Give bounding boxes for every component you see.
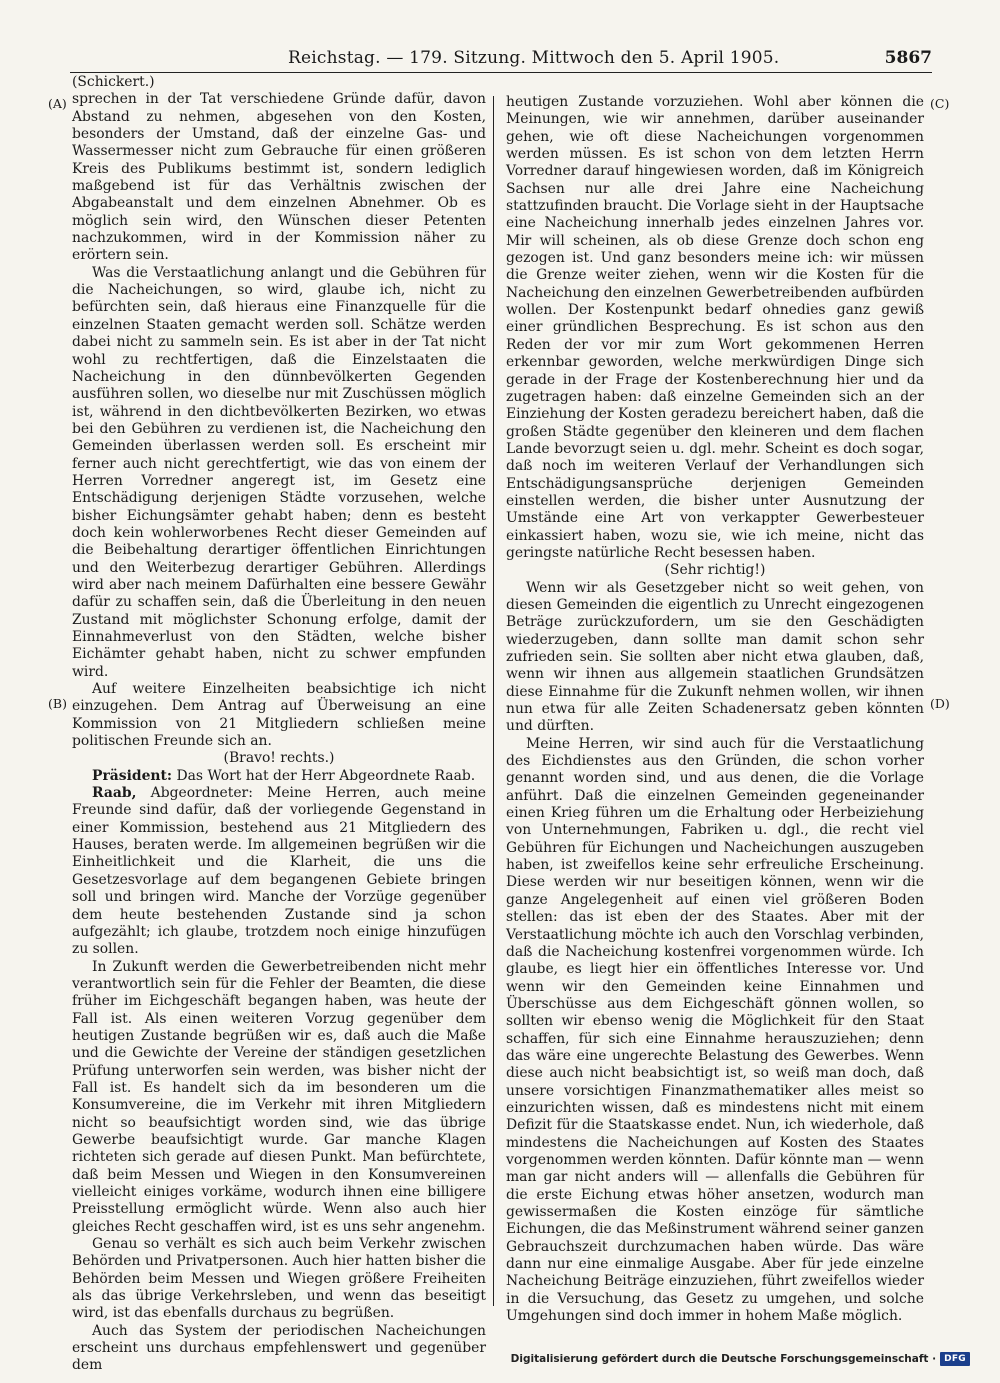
interjection: (Bravo! rechts.): [223, 750, 335, 767]
paragraph: Meine Herren, wir sind auch für die Verstaatlichung des Eichdienstes aus den Gründen, die schon vorher genannt worden sind, und aus denen, die die Vorlage anführt. Daß die einzelnen Gemeinden gegeneinander einen Krieg führen um die Erhaltung oder Herbeiziehung von Unternehmungen, Fabriken u. dgl., die recht viel Gebühren für Eichungen und Nacheichungen auszugeben haben, ist zweifellos keine sehr erfreuliche Erscheinung. Diese werden wir nur beseitigen können, wenn wir die ganze Angelegenheit auf einen viel größeren Boden stellen: das ist eben der des Staates. Aber mit der Verstaatlichung möchte ich auch den Vorschlag verbinden, daß die Nacheichung kostenfrei vorgenommen würde. Ich glaube, es liegt hier ein öffentliches Interesse vor. Und wenn wir den Gemeinden keine Einnahmen und Überschüsse aus dem Eichgeschäft gönnen wollen, so sollten wir ebenso wenig die Möglichkeit für den Staat schaffen, für sich eine Einnahme herauszuziehen; denn das wäre eine ungerechte Belastung des Gewerbes. Wenn diese auch nicht beabsichtigt ist, so weiß man doch, daß unsere vorsichtigen Finanzmathematiker alles meist so einzurichten wissen, daß es mindestens nicht mit einem Defizit für die Staatskasse endet. Nun, ich wiederhole, daß mindestens die Nacheichungen auf Kosten des Staates vorgenommen werden könnten. Dafür könnte man — wenn man gar nicht anders will — allenfalls die Gebühren für die erste Eichung etwas höher ansetzen, wodurch man gewissermaßen die Kosten einzöge für sämtliche Eichungen, die das Meßinstrument während seiner ganzen Gebrauchszeit durchzumachen haben würde. Das wäre dann nur eine einmalige Ausgabe. Aber für jede einzelne Nacheichung Beiträge einzuziehen, führt zweifellos wieder in die Versuchung, das Gesetz zu umgehen, und solche Umgehungen sind doch immer in hohem Maße möglich.: [506, 735, 924, 1325]
left-column: [72, 74, 486, 1375]
margin-marker-d: (D): [930, 696, 950, 711]
page-header: [70, 44, 932, 74]
page-title: Reichstag. — 179. Sitzung. Mittwoch den 5. April 1905.: [288, 48, 780, 68]
digitization-credit: [511, 1349, 970, 1369]
margin-marker-a: (A): [48, 96, 67, 111]
paragraph: Wenn wir als Gesetzgeber nicht so weit gehen, von diesen Gemeinden die eigentlich zu Unrecht eingezogenen Beträge zurückzufordern, um sie den Geschädigten wiederzugeben, dann sollte man damit schon sehr zufrieden sein. Sie sollten aber nicht etwa glauben, daß, wenn wir ihnen aus allgemein staatlichen Grundsätzen diese Einnahme für die Zukunft nehmen wollen, wir ihnen nun etwa für alle Zeiten Schadenersatz geben könnten und dürften.: [506, 579, 924, 735]
president-text: Das Wort hat der Herr Abgeordnete Raab.: [176, 767, 476, 784]
speaker-continuation: (Schickert.): [72, 74, 155, 90]
credit-text: Digitalisierung gefördert durch die Deutsche Forschungsgemeinschaft ·: [510, 1353, 937, 1365]
president-paragraph: [72, 768, 486, 785]
raab-text: Abgeordneter: Meine Herren, auch meine Freunde sind dafür, daß der vorliegende Gegenstand in einer Kommission, bestehend aus 21 Mitgliedern des Hauses, beraten werde. Im allgemeinen begrüßen wir die Einheitlichkeit und die Klarheit, die uns die Gesetzesvorlage auf dem begangenen Gebiete bringen soll und bringen wird. Manche der Vorzüge gegenüber dem heute bestehenden Zustande sind ja schon aufgezählt; ich glaube, trotzdem noch einige hinzufügen zu sollen.: [72, 785, 486, 958]
paragraph: Auf weitere Einzelheiten beabsichtige ich nicht einzugehen. Dem Antrag auf Überweisung an eine Kommission von 21 Mitgliedern schließen meine politischen Freunde sich an.: [72, 681, 486, 750]
paragraph: sprechen in der Tat verschiedene Gründe dafür, davon Abstand zu nehmen, abgesehen von den Kosten, besonders der Umstand, daß der einzelne Gas- und Wassermesser nicht zum Gebrauche für einen größeren Kreis des Publikums bestimmt ist, sondern lediglich maßgebend ist für das Verhältnis zwischen der Abgabeanstalt und dem einzelnen Abnehmer. Ob es möglich sein wird, den Wünschen dieser Petenten nachzukommen, wird in der Kommission näher zu erörtern sein.: [72, 91, 486, 264]
paragraph: Auch das System der periodischen Nacheichungen erscheint uns durchaus empfehlenswert und gegenüber dem: [72, 1322, 486, 1374]
column-divider: [493, 96, 494, 1306]
margin-marker-b: (B): [48, 696, 67, 711]
paragraph: In Zukunft werden die Gewerbetreibenden nicht mehr verantwortlich sein für die Fehler der Beamten, die diese früher im Eichgeschäft begangen haben, was heute der Fall ist. Als einen weiteren Vorzug gegenüber dem heutigen Zustande begrüßen wir es, daß auch die Maße und die Gewichte der Vereine der ständigen gesetzlichen Prüfung unterworfen sein werden, was bisher nicht der Fall ist. Es handelt sich da im besonderen um die Konsumvereine, die im Verkehr mit ihren Mitgliedern nicht so beaufsichtigt worden sind, wie das übrige Gewerbe beaufsichtigt wurde. Gar manche Klagen richteten sich gerade auf diesen Punkt. Man befürchtete, daß beim Messen und Wiegen in den Konsumvereinen vielleicht einiges vorkäme, wodurch ihnen eine billigere Preisstellung ermöglicht würde. Wenn also auch hier gleiches Recht geschaffen wird, ist es uns sehr angenehm.: [72, 958, 486, 1235]
paragraph: Genau so verhält es sich auch beim Verkehr zwischen Behörden und Privatpersonen. Auch hier hatten bisher die Behörden beim Messen und Wiegen größere Freiheiten als das übrige Verkehrsleben, und wenn das beseitigt wird, ist das ebenfalls durchaus zu begrüßen.: [72, 1236, 486, 1322]
speaker-label: Präsident:: [92, 767, 173, 784]
margin-marker-c: (C): [930, 96, 950, 111]
paragraph: Was die Verstaatlichung anlangt und die Gebühren für die Nacheichungen, so wird, glaube ich, nicht zu befürchten sein, daß hieraus eine Finanzquelle für die einzelnen Staaten gemacht werden soll. Schätze werden dabei nicht zu sammeln sein. Es ist aber in der Tat nicht wohl zu rechtfertigen, daß die Einzelstaaten die Nacheichung in den dünnbevölkerten Gegenden ausführen sollen, wo dieselbe nur mit Zuschüssen möglich ist, während in den dichtbevölkerten Bezirken, wo etwas bei den Gebühren zu verdienen ist, die Nacheichung den Gemeinden überlassen werden soll. Es erscheint mir ferner auch nicht gerechtfertigt, wie das von einem der Herren Vorredner angeregt ist, im Gesetz eine Entschädigung derjenigen Städte vorzusehen, welche bisher Eichungsämter gehabt haben; denn es besteht doch kein wohlerworbenes Recht dieser Gemeinden auf die Beibehaltung derartiger öffentlichen Einrichtungen und den Weiterbezug derartiger Gebühren. Allerdings wird aber nach meinem Dafürhalten eine bessere Gewähr dafür zu schaffen sein, daß die Überleitung in den neuen Zustand mit möglichster Schonung erfolge, damit der Einnahmeverlust von den Städten, welche bisher Eichämter gehabt haben, nicht zu schwer empfunden wird.: [72, 264, 486, 680]
speaker-label: Raab,: [92, 785, 137, 802]
page-number: 5867: [884, 48, 932, 68]
interjection: (Sehr richtig!): [664, 562, 766, 579]
dfg-logo-icon: DFG: [940, 1352, 970, 1366]
header-rule: [70, 72, 932, 73]
raab-paragraph: [72, 785, 486, 958]
paragraph: heutigen Zustande vorzuziehen. Wohl aber können die Meinungen, wie wir annehmen, darüber auseinander gehen, wie oft diese Nacheichungen vorgenommen werden müssen. Es ist schon von dem letzten Herrn Vorredner darauf hingewiesen worden, daß im Königreich Sachsen nur alle drei Jahre eine Nacheichung stattzufinden braucht. Die Vorlage sieht in der Hauptsache eine Nacheichung innerhalb jedes einzelnen Jahres vor. Mir will scheinen, als ob diese Grenze doch schon eng gezogen ist. Und ganz besonders meine ich: wir müssen die Grenze weiter ziehen, wenn wir die Kosten für die Nacheichung den einzelnen Gewerbetreibenden aufbürden wollen. Der Kostenpunkt bedarf ohnedies ganz gewiß einer gründlichen Besprechung. Es ist schon aus den Reden der vor mir zum Wort gekommenen Herren erkennbar geworden, welche merkwürdigen Dinge sich gerade in der Frage der Kostenberechnung hier und da zugetragen haben: daß einzelne Gemeinden sich an der Einziehung der Kosten geradezu bereichert haben, daß die großen Städte gegenüber den kleineren und dem flachen Lande bevorzugt seien u. dgl. mehr. Scheint es doch sogar, daß noch im weiteren Verlauf der Verhandlungen sich Entschädigungsansprüche derjenigen Gemeinden einstellen werden, die bisher unter Ausnutzung der Umstände eine Art von verkappter Gewerbesteuer einkassiert haben, wozu sie, wie ich meine, nicht das geringste natürliche Recht besessen haben.: [506, 94, 924, 561]
right-column: [506, 94, 924, 1325]
